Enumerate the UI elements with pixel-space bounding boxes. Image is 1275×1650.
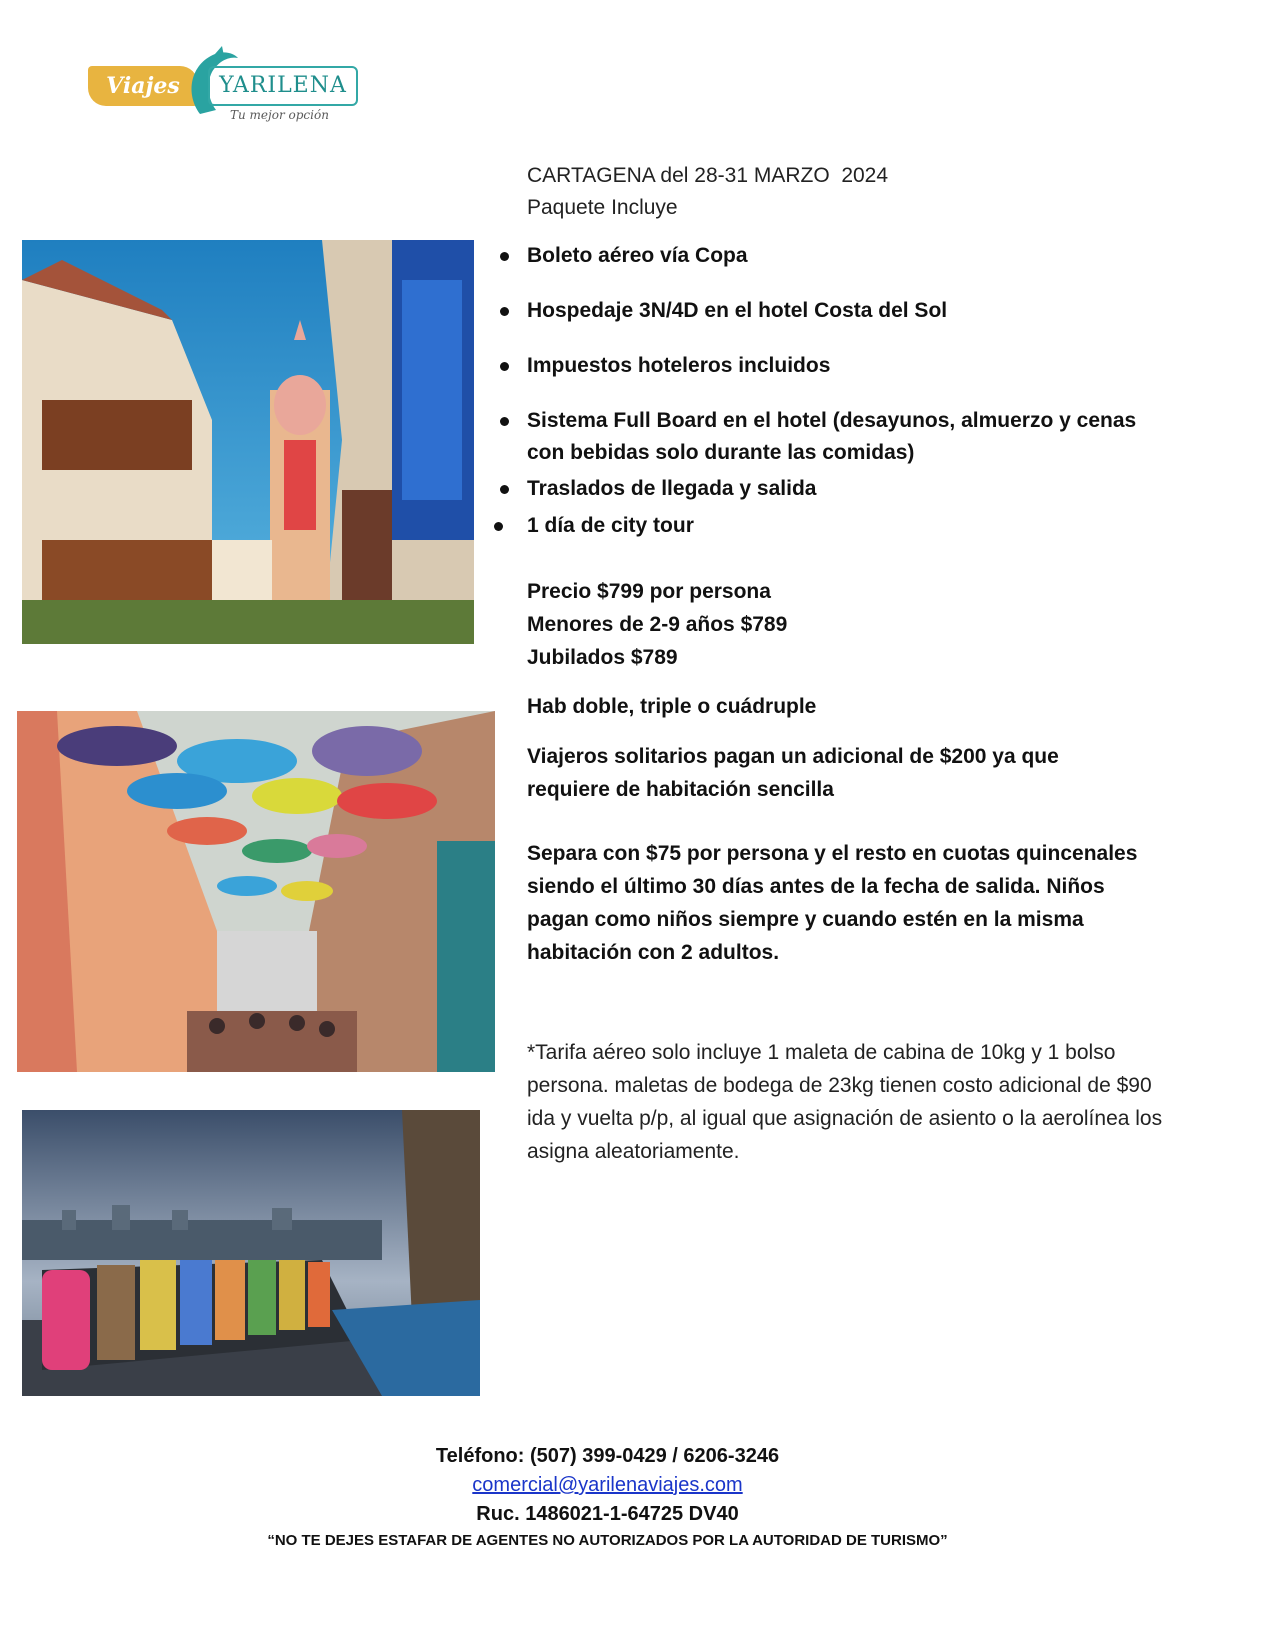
bullet-icon — [500, 417, 509, 426]
list-item: Traslados de llegada y salida — [527, 473, 1217, 505]
minor-price: Menores de 2-9 años $789 — [527, 613, 788, 636]
senior-price: Jubilados $789 — [527, 646, 678, 669]
photo-cartagena-sign — [22, 1110, 480, 1396]
trip-heading — [527, 160, 1217, 224]
bullet-icon — [500, 307, 509, 316]
photo-colonial-street — [22, 240, 474, 644]
price-block — [527, 575, 1217, 674]
trip-title: CARTAGENA del 28-31 MARZO 2024 — [527, 164, 889, 187]
company-logo — [88, 44, 358, 130]
includes-list — [527, 240, 1217, 542]
list-item: Boleto aéreo vía Copa — [527, 240, 1217, 272]
tax-id: Ruc. 1486021-1-64725 DV40 — [476, 1503, 739, 1525]
baggage-note: *Tarifa aéreo solo incluye 1 maleta de cabina de 10kg y 1 bolso persona. maletas de bodega de 23kg tienen costo adicional de $90 ida y vuelta p/p, al igual que asignación de asiento o la aerolínea los asigna aleatoriamente. — [527, 1041, 1163, 1163]
list-item: 1 día de city tour — [527, 510, 1217, 542]
logo-brand: YARILENA — [208, 66, 358, 106]
list-item: Sistema Full Board en el hotel (desayunos, almuerzo y cenas con bebidas solo durante las comidas) — [527, 405, 1217, 469]
logo-tagline: Tu mejor opción — [230, 108, 329, 122]
deposit-terms: Separa con $75 por persona y el resto en cuotas quincenales siendo el último 30 días antes de la fecha de salida. Niños pagan como niños siempre y cuando estén en la misma habitación con 2 adultos. — [527, 842, 1138, 964]
bullet-icon — [500, 362, 509, 371]
list-item: Hospedaje 3N/4D en el hotel Costa del Sol — [527, 295, 1217, 327]
photo-umbrella-street — [17, 711, 495, 1072]
warning-notice: “NO TE DEJES ESTAFAR DE AGENTES NO AUTORIZADOS POR LA AUTORIDAD DE TURISMO” — [267, 1532, 948, 1549]
includes-label: Paquete Incluye — [527, 196, 678, 219]
bullet-icon — [500, 252, 509, 261]
solo-traveler-note: Viajeros solitarios pagan un adicional de $200 ya que requiere de habitación sencilla — [527, 745, 1059, 801]
room-types: Hab doble, triple o cuádruple — [527, 695, 817, 718]
contact-email-link[interactable]: comercial@yarilenaviajes.com — [472, 1474, 743, 1496]
adult-price: Precio $799 por persona — [527, 580, 771, 603]
bullet-icon — [500, 485, 509, 494]
logo-word: Viajes — [88, 66, 198, 106]
list-item: Impuestos hoteleros incluidos — [527, 350, 1217, 382]
bullet-icon — [494, 522, 503, 531]
contact-phone: Teléfono: (507) 399-0429 / 6206-3246 — [435, 1445, 780, 1467]
